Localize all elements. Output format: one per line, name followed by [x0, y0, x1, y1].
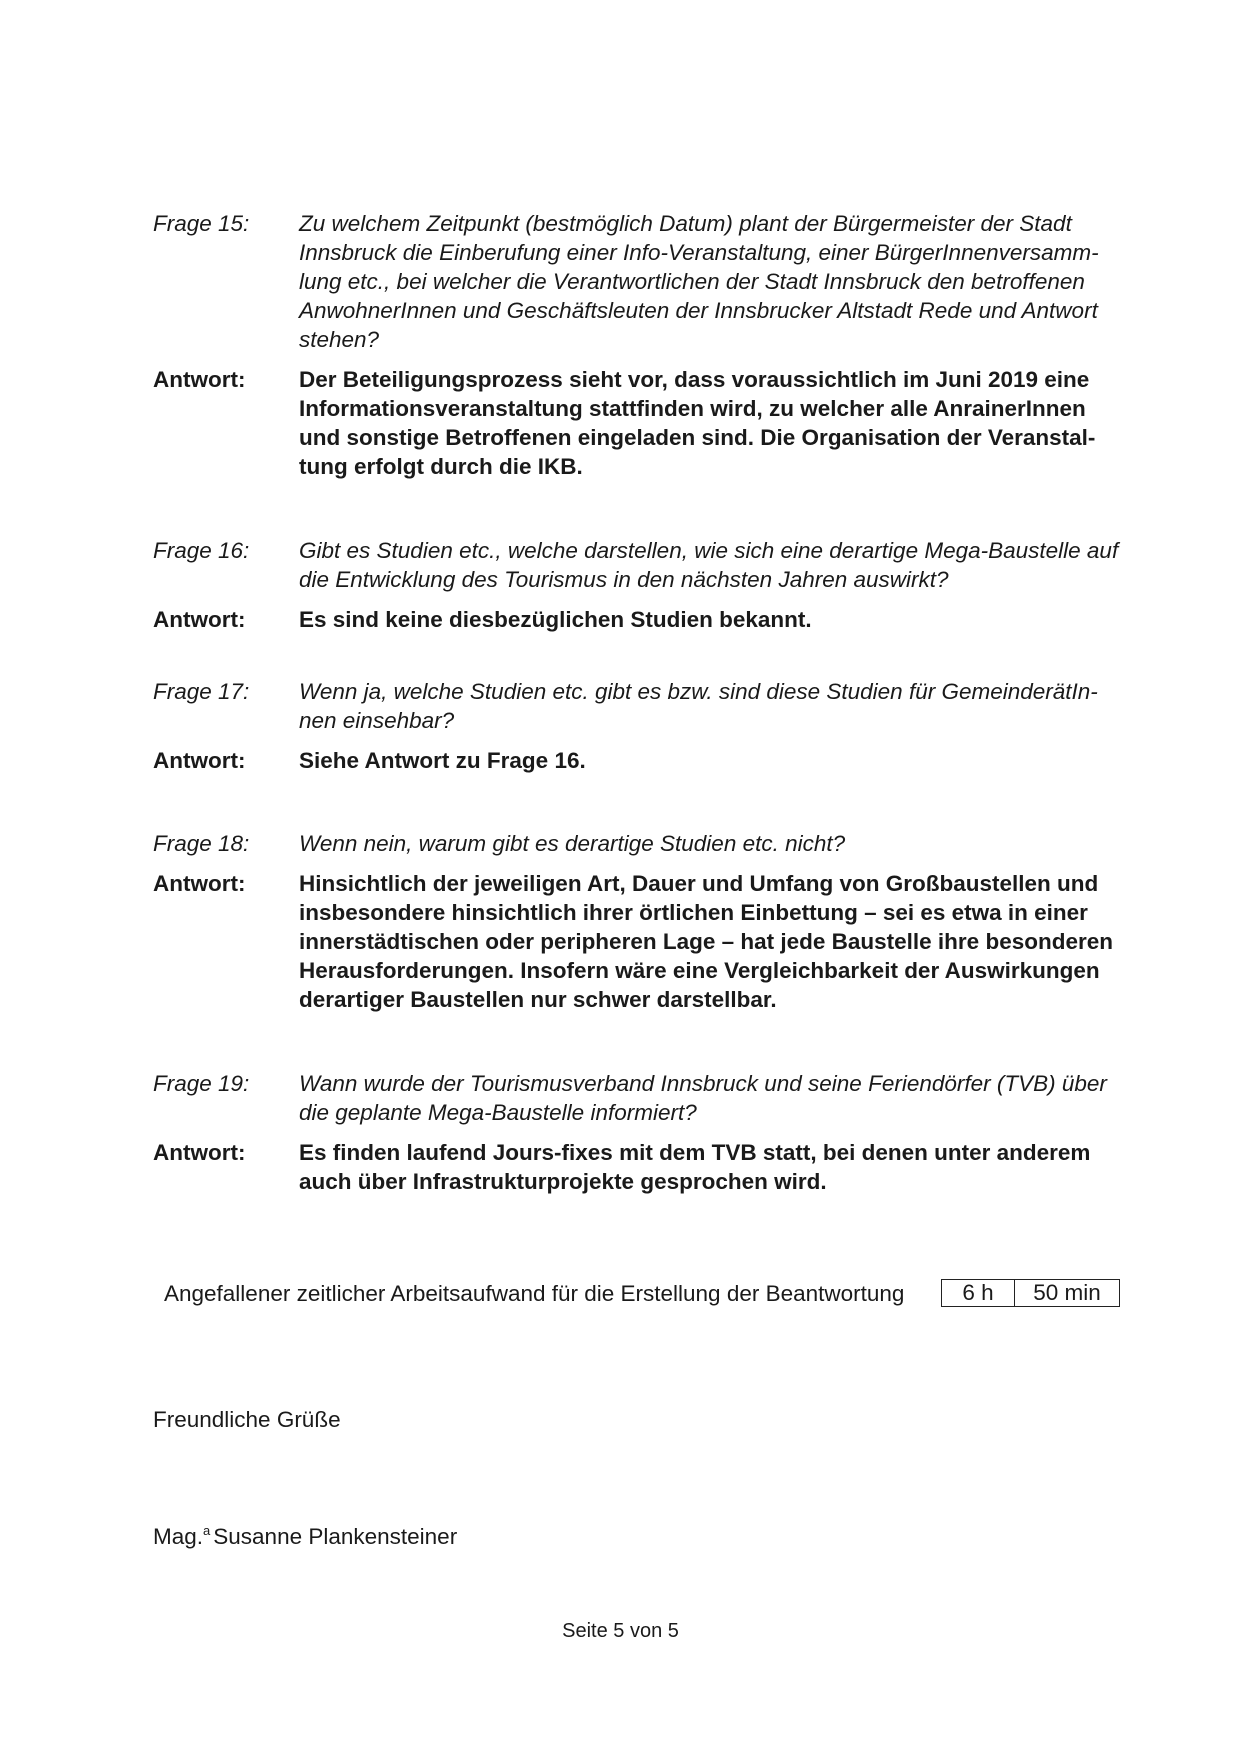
question-text: Gibt es Studien etc., welche darstellen, wie sich eine derartige Mega-Baustelle auf die Entwicklung des Tourismus in den nächsten Jahren auswirkt? — [299, 538, 1119, 592]
question-label: Frage 18: — [153, 831, 250, 856]
question-label: Frage 15: — [153, 211, 250, 236]
signature-title-sup: a — [203, 1523, 211, 1538]
question-text: Wenn ja, welche Studien etc. gibt es bzw. sind diese Studien für GemeinderätIn- nen einsehbar? — [299, 679, 1098, 733]
question-label: Frage 16: — [153, 538, 250, 563]
answer-row — [153, 605, 1143, 634]
answer-text: Der Beteiligungsprozess sieht vor, dass voraussichtlich im Juni 2019 eine Informationsveranstaltung stattfinden wird, zu welcher alle AnrainerInnen und sonstige Betroffenen eingeladen sind. Die Organisation der Veranstal- tung erfolgt durch die IKB. — [299, 367, 1096, 479]
answer-row — [153, 746, 1143, 775]
question-text: Wann wurde der Tourismusverband Innsbruck und seine Feriendörfer (TVB) über die geplante Mega-Baustelle informiert? — [299, 1071, 1107, 1125]
signature-title: Mag. — [153, 1524, 204, 1549]
answer-label: Antwort: — [153, 1140, 246, 1165]
qa-block-18 — [153, 829, 1143, 1014]
effort-label: Angefallener zeitlicher Arbeitsaufwand für die Erstellung der Beantwortung — [164, 1281, 905, 1306]
answer-label: Antwort: — [153, 748, 246, 773]
answer-text: Hinsichtlich der jeweiligen Art, Dauer und Umfang von Großbaustellen und insbesondere hinsichtlich ihrer örtlichen Einbettung – sei es etwa in einer innerstädtischen oder peripheren Lage – hat jede Baustelle ihre besonderen Herausforderungen. Insofern wäre eine Vergleichbarkeit der Auswirkungen derartiger Baustellen nur schwer darstellbar. — [299, 871, 1113, 1012]
question-row — [153, 677, 1143, 735]
effort-table — [941, 1279, 1120, 1307]
answer-label: Antwort: — [153, 607, 246, 632]
effort-minutes: 50 min — [1033, 1280, 1101, 1305]
qa-block-16 — [153, 536, 1143, 634]
answer-row — [153, 869, 1143, 1014]
answer-row — [153, 1138, 1143, 1196]
question-row — [153, 829, 1143, 858]
question-text: Zu welchem Zeitpunkt (bestmöglich Datum) plant der Bürgermeister der Stadt Innsbruck die Einberufung einer Info-Veranstaltung, einer BürgerInnenversamm- lung etc., bei welcher die Verantwortlichen der Stadt Innsbruck den betroffenen AnwohnerInnen und Geschäftsleuten der Innsbrucker Altstadt Rede und Antwort stehen? — [299, 211, 1099, 352]
question-row — [153, 209, 1143, 354]
signature-name: Susanne Plankensteiner — [213, 1524, 458, 1549]
signature — [153, 1516, 457, 1551]
answer-text: Siehe Antwort zu Frage 16. — [299, 748, 586, 773]
closing-greeting: Freundliche Grüße — [153, 1407, 341, 1432]
question-label: Frage 17: — [153, 679, 250, 704]
page-number: Seite 5 von 5 — [562, 1620, 679, 1642]
answer-text: Es finden laufend Jours-fixes mit dem TVB statt, bei denen unter anderem auch über Infrastrukturprojekte gesprochen wird. — [299, 1140, 1091, 1194]
effort-hours: 6 h — [942, 1280, 1015, 1306]
question-text: Wenn nein, warum gibt es derartige Studien etc. nicht? — [299, 831, 846, 856]
answer-label: Antwort: — [153, 367, 246, 392]
answer-text: Es sind keine diesbezüglichen Studien bekannt. — [299, 607, 812, 632]
question-row — [153, 1069, 1143, 1127]
answer-row — [153, 365, 1143, 481]
answer-label: Antwort: — [153, 871, 246, 896]
qa-block-15 — [153, 209, 1143, 481]
qa-block-19 — [153, 1069, 1143, 1196]
question-label: Frage 19: — [153, 1071, 250, 1096]
question-row — [153, 536, 1143, 594]
qa-block-17 — [153, 677, 1143, 775]
